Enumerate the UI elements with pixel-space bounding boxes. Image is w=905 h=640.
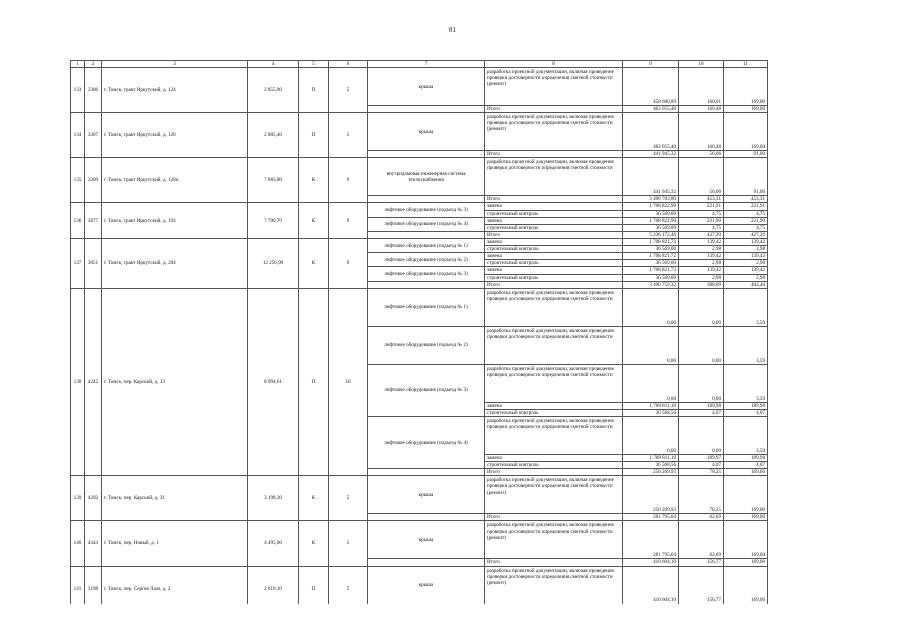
work-type-cell: разработка проектной документации, включая проведение проверки достоверности определения сметной стоимости xyxy=(485,416,623,454)
floors-cell: 9 xyxy=(329,158,368,203)
work-type-cell: разработка проектной документации, включая проведение проверки достоверности определения сметной стоимости xyxy=(485,326,623,364)
cost-total-cell: 410 604,10 xyxy=(623,559,679,566)
floors-cell: 5 xyxy=(329,68,368,113)
house-code-cell: 3307 xyxy=(85,113,102,158)
area-cell: 7 883,80 xyxy=(248,158,299,203)
limit-cost-cell: 3,59 xyxy=(724,416,768,454)
column-number-row xyxy=(71,61,768,68)
unit-cost-cell: 0,00 xyxy=(679,288,724,326)
cost-total-cell: 36 569,00 xyxy=(623,260,679,267)
unit-cost-cell: 388,09 xyxy=(679,281,724,288)
unit-cost-cell: 2,98 xyxy=(679,246,724,253)
row-number-cell: 141 xyxy=(71,566,85,611)
unit-cost-cell: 78,25 xyxy=(679,476,724,514)
structural-element-cell: лифтовое оборудование (подъезд № 3) xyxy=(368,364,485,416)
cost-total-cell: 1 708 811,10 xyxy=(623,454,679,461)
limit-cost-cell: 139,42 xyxy=(724,238,768,245)
address-cell: г. Томск, тракт Иркутский, д. 126 xyxy=(102,113,248,158)
limit-cost-cell: 4,07 xyxy=(724,409,768,416)
work-type-cell: замена xyxy=(485,203,623,210)
structural-element-cell: лифтовое оборудование (подъезд № 2) xyxy=(368,253,485,267)
house-code-cell: 4242 xyxy=(85,288,102,476)
unit-cost-cell: 160,48 xyxy=(679,106,724,113)
structural-element-cell: крыша xyxy=(368,521,485,559)
floors-cell: 9 xyxy=(329,203,368,239)
limit-cost-cell: 91,00 xyxy=(724,151,768,158)
page-crop xyxy=(0,604,905,640)
cost-total-cell: 3 490 783,80 xyxy=(623,196,679,203)
limit-cost-cell: 91,00 xyxy=(724,158,768,196)
unit-cost-cell: 0,00 xyxy=(679,364,724,402)
cost-total-cell: 36 568,56 xyxy=(623,409,679,416)
address-cell: г. Томск, тракт Иркутский, д. 204 xyxy=(102,238,248,288)
unit-cost-cell: 156,77 xyxy=(679,559,724,566)
floors-cell: 5 xyxy=(329,113,368,158)
unit-cost-cell: 139,42 xyxy=(679,238,724,245)
work-type-cell: Итого xyxy=(485,514,623,521)
structural-element-cell: крыша xyxy=(368,113,485,151)
table-row xyxy=(71,113,768,151)
column-number-cell: 9 xyxy=(623,61,679,68)
work-type-cell: разработка проектной документации, включая проведение проверки достоверности определения сметной стоимости (ремонт) xyxy=(485,521,623,559)
row-number-cell: 140 xyxy=(71,521,85,566)
unit-cost-cell: 156,77 xyxy=(679,566,724,604)
address-cell: г. Томск, пер. Сергея Лазо, д. 2 xyxy=(102,566,248,611)
structural-element-cell: лифтовое оборудование (подъезд № 4) xyxy=(368,416,485,468)
cost-total-cell: 5 236 172,46 xyxy=(623,231,679,238)
column-number-cell: 4 xyxy=(248,61,299,68)
address-cell: г. Томск, пер. Карский, д. 13 xyxy=(102,288,248,476)
column-number-cell: 6 xyxy=(329,61,368,68)
unit-cost-cell: 4,75 xyxy=(679,224,724,231)
cost-total-cell: 0,00 xyxy=(623,416,679,454)
cost-total-cell: 36 569,00 xyxy=(623,246,679,253)
work-type-cell: замена xyxy=(485,402,623,409)
cost-total-cell: 441 945,32 xyxy=(623,151,679,158)
limit-cost-cell: 2,98 xyxy=(724,274,768,281)
cost-total-cell: 1 708 821,72 xyxy=(623,253,679,260)
structural-element-cell: крыша xyxy=(368,566,485,604)
work-type-cell: Итого xyxy=(485,151,623,158)
structural-element-cell: лифтовое оборудование (подъезд № 1) xyxy=(368,288,485,326)
work-type-cell: замена xyxy=(485,217,623,224)
house-code-cell: 3198 xyxy=(85,566,102,611)
structural-element-cell: крыша xyxy=(368,476,485,514)
house-code-cell: 4292 xyxy=(85,476,102,521)
limit-cost-cell: 3,59 xyxy=(724,326,768,364)
cost-total-cell: 36 569,00 xyxy=(623,224,679,231)
structural-element-cell: крыша xyxy=(368,68,485,106)
work-type-cell: строительный контроль xyxy=(485,260,623,267)
limit-cost-cell: 169,00 xyxy=(724,469,768,476)
house-code-cell: 3051 xyxy=(85,238,102,288)
work-type-cell: разработка проектной документации, включая проведение проверки достоверности определения сметной стоимости xyxy=(485,158,623,196)
unit-cost-cell: 2,98 xyxy=(679,274,724,281)
unit-cost-cell: 62,69 xyxy=(679,521,724,559)
work-type-cell: Итого xyxy=(485,469,623,476)
limit-cost-cell: 169,00 xyxy=(724,559,768,566)
unit-cost-cell: 160,48 xyxy=(679,113,724,151)
row-number-cell: 137 xyxy=(71,238,85,288)
work-type-cell: строительный контроль xyxy=(485,246,623,253)
row-number-cell: 135 xyxy=(71,158,85,203)
row-number-cell: 136 xyxy=(71,203,85,239)
unit-cost-cell: 0,00 xyxy=(679,416,724,454)
structural-element-cell xyxy=(368,559,485,566)
address-cell: г. Томск, тракт Иркутский, д. 194 xyxy=(102,203,248,239)
floors-cell: 5 xyxy=(329,521,368,566)
unit-cost-cell: 139,42 xyxy=(679,253,724,260)
work-type-cell: Итого xyxy=(485,559,623,566)
work-type-cell: Итого xyxy=(485,106,623,113)
house-code-cell: 3306 xyxy=(85,68,102,113)
cost-total-cell: 458 680,89 xyxy=(623,68,679,106)
cost-total-cell: 36 568,56 xyxy=(623,462,679,469)
unit-cost-cell: 56,06 xyxy=(679,151,724,158)
unit-cost-cell: 221,90 xyxy=(679,217,724,224)
work-type-cell: замена xyxy=(485,454,623,461)
floors-cell: 5 xyxy=(329,566,368,611)
row-number-cell: 133 xyxy=(71,68,85,113)
structural-element-cell xyxy=(368,469,485,476)
unit-cost-cell: 453,31 xyxy=(679,196,724,203)
work-type-cell: разработка проектной документации, включая проведение проверки достоверности определения сметной стоимости (ремонт) xyxy=(485,68,623,106)
column-number-cell: 2 xyxy=(85,61,102,68)
area-cell: 2 855,90 xyxy=(248,68,299,113)
work-type-cell: замена xyxy=(485,238,623,245)
limit-cost-cell: 189,98 xyxy=(724,454,768,461)
unit-cost-cell: 78,25 xyxy=(679,469,724,476)
cost-total-cell: 281 795,64 xyxy=(623,521,679,559)
unit-cost-cell: 2,98 xyxy=(679,260,724,267)
work-type-cell: Итого xyxy=(485,231,623,238)
unit-cost-cell: 4,07 xyxy=(679,409,724,416)
cost-total-cell: 1 708 811,10 xyxy=(623,402,679,409)
unit-cost-cell: 160,61 xyxy=(679,68,724,106)
structural-element-cell: лифтовое оборудование (подъезд № 1) xyxy=(368,238,485,252)
column-number-cell: 3 xyxy=(102,61,248,68)
limit-cost-cell: 169,00 xyxy=(724,514,768,521)
unit-cost-cell: 139,42 xyxy=(679,267,724,274)
table-row xyxy=(71,68,768,106)
column-number-cell: 5 xyxy=(299,61,329,68)
row-number-cell: 138 xyxy=(71,288,85,476)
category-cell: К xyxy=(299,521,329,566)
area-cell: 7 700,70 xyxy=(248,203,299,239)
structural-element-cell xyxy=(368,231,485,238)
structural-element-cell xyxy=(368,514,485,521)
structural-element-cell: лифтовое оборудование (подъезд № 4) xyxy=(368,217,485,231)
work-type-cell: замена xyxy=(485,267,623,274)
address-cell: г. Томск, тракт Иркутский, д. 128а xyxy=(102,158,248,203)
structural-element-cell: лифтовое оборудование (подъезд № 3) xyxy=(368,267,485,281)
category-cell: К xyxy=(299,158,329,203)
row-number-cell: 134 xyxy=(71,113,85,158)
work-type-cell: разработка проектной документации, включая проведение проверки достоверности определения сметной стоимости (ремонт) xyxy=(485,566,623,604)
address-cell: г. Томск, пер. Новый, д. 1 xyxy=(102,521,248,566)
cost-total-cell: 463 055,40 xyxy=(623,106,679,113)
cost-total-cell: 1 708 822,90 xyxy=(623,203,679,210)
cost-total-cell: 36 569,00 xyxy=(623,274,679,281)
table-row xyxy=(71,476,768,514)
limit-cost-cell: 221,91 xyxy=(724,203,768,210)
unit-cost-cell: 4,75 xyxy=(679,210,724,217)
limit-cost-cell: 2,98 xyxy=(724,260,768,267)
limit-cost-cell: 4,75 xyxy=(724,224,768,231)
table-row xyxy=(71,238,768,245)
limit-cost-cell: 139,42 xyxy=(724,267,768,274)
cost-total-cell: 0,00 xyxy=(623,288,679,326)
table-row xyxy=(71,521,768,559)
floors-cell: 9 xyxy=(329,238,368,288)
floors-cell: 10 xyxy=(329,288,368,476)
unit-cost-cell: 427,20 xyxy=(679,231,724,238)
unit-cost-cell: 4,07 xyxy=(679,462,724,469)
area-cell: 8 994,61 xyxy=(248,288,299,476)
structural-element-cell xyxy=(368,106,485,113)
unit-cost-cell: 221,91 xyxy=(679,203,724,210)
cost-total-cell: 1 708 822,90 xyxy=(623,217,679,224)
unit-cost-cell: 56,06 xyxy=(679,158,724,196)
work-type-cell: разработка проектной документации, включая проведение проверки достоверности определения сметной стоимости (ремонт) xyxy=(485,113,623,151)
work-type-cell: строительный контроль xyxy=(485,210,623,217)
limit-cost-cell: 169,00 xyxy=(724,566,768,604)
category-cell: К xyxy=(299,203,329,239)
table-row xyxy=(71,566,768,604)
floors-cell: 5 xyxy=(329,476,368,521)
address-cell: г. Томск, пер. Карский, д. 31 xyxy=(102,476,248,521)
limit-cost-cell: 4,75 xyxy=(724,210,768,217)
house-code-cell: 3877 xyxy=(85,203,102,239)
area-cell: 2 885,40 xyxy=(248,113,299,158)
unit-cost-cell: 62,69 xyxy=(679,514,724,521)
work-type-cell: строительный контроль xyxy=(485,224,623,231)
limit-cost-cell: 169,00 xyxy=(724,113,768,151)
limit-cost-cell: 402,46 xyxy=(724,281,768,288)
limit-cost-cell: 189,98 xyxy=(724,402,768,409)
limit-cost-cell: 169,00 xyxy=(724,521,768,559)
structural-element-cell xyxy=(368,281,485,288)
table-row xyxy=(71,288,768,326)
cost-total-cell: 281 795,64 xyxy=(623,514,679,521)
limit-cost-cell: 4,07 xyxy=(724,462,768,469)
cost-total-cell: 0,00 xyxy=(623,364,679,402)
structural-element-cell: лифтовое оборудование (подъезд № 2) xyxy=(368,326,485,364)
category-cell: К xyxy=(299,238,329,288)
limit-cost-cell: 427,20 xyxy=(724,231,768,238)
address-cell: г. Томск, тракт Иркутский, д. 124 xyxy=(102,68,248,113)
work-type-cell: Итого xyxy=(485,196,623,203)
area-cell: 12 256,90 xyxy=(248,238,299,288)
limit-cost-cell: 169,00 xyxy=(724,68,768,106)
column-number-cell: 11 xyxy=(724,61,768,68)
unit-cost-cell: 189,98 xyxy=(679,402,724,409)
cost-total-cell: 250 269,93 xyxy=(623,469,679,476)
limit-cost-cell: 3,59 xyxy=(724,364,768,402)
limit-cost-cell: 169,00 xyxy=(724,476,768,514)
work-type-cell: строительный контроль xyxy=(485,274,623,281)
cost-total-cell: 463 055,40 xyxy=(623,113,679,151)
work-type-cell: замена xyxy=(485,253,623,260)
cost-total-cell: 250 269,93 xyxy=(623,476,679,514)
area-cell: 4 495,00 xyxy=(248,521,299,566)
cost-total-cell: 3 490 759,32 xyxy=(623,281,679,288)
area-cell: 3 198,20 xyxy=(248,476,299,521)
category-cell: П xyxy=(299,68,329,113)
limit-cost-cell: 453,31 xyxy=(724,196,768,203)
repair-schedule-table xyxy=(70,60,768,612)
category-cell: П xyxy=(299,288,329,476)
limit-cost-cell: 2,98 xyxy=(724,246,768,253)
cost-total-cell: 36 569,00 xyxy=(623,210,679,217)
column-number-cell: 8 xyxy=(485,61,623,68)
row-number-cell: 139 xyxy=(71,476,85,521)
category-cell: П xyxy=(299,566,329,611)
category-cell: П xyxy=(299,113,329,158)
table-row xyxy=(71,203,768,210)
structural-element-cell: внутридомовая инженерная система теплоснабжения xyxy=(368,158,485,196)
limit-cost-cell: 139,42 xyxy=(724,253,768,260)
cost-total-cell: 1 708 821,72 xyxy=(623,238,679,245)
limit-cost-cell: 169,00 xyxy=(724,106,768,113)
limit-cost-cell: 221,90 xyxy=(724,217,768,224)
work-type-cell: разработка проектной документации, включая проведение проверки достоверности определения сметной стоимости xyxy=(485,364,623,402)
area-cell: 2 619,10 xyxy=(248,566,299,611)
limit-cost-cell: 3,59 xyxy=(724,288,768,326)
unit-cost-cell: 189,97 xyxy=(679,454,724,461)
column-number-cell: 10 xyxy=(679,61,724,68)
work-type-cell: строительный контроль xyxy=(485,462,623,469)
column-number-cell: 7 xyxy=(368,61,485,68)
structural-element-cell xyxy=(368,196,485,203)
cost-total-cell: 1 708 821,72 xyxy=(623,267,679,274)
structural-element-cell: лифтовое оборудование (подъезд № 3) xyxy=(368,203,485,217)
category-cell: К xyxy=(299,476,329,521)
work-type-cell: Итого xyxy=(485,281,623,288)
table-row xyxy=(71,158,768,196)
work-type-cell: разработка проектной документации, включая проведение проверки достоверности определения сметной стоимости (ремонт) xyxy=(485,476,623,514)
work-type-cell: строительный контроль xyxy=(485,409,623,416)
cost-total-cell: 410 604,10 xyxy=(623,566,679,604)
work-type-cell: разработка проектной документации, включая проведение проверки достоверности определения сметной стоимости xyxy=(485,288,623,326)
cost-total-cell: 0,00 xyxy=(623,326,679,364)
page-number: 81 xyxy=(449,26,456,34)
house-code-cell: 3309 xyxy=(85,158,102,203)
cost-total-cell: 441 945,32 xyxy=(623,158,679,196)
structural-element-cell xyxy=(368,151,485,158)
unit-cost-cell: 0,00 xyxy=(679,326,724,364)
column-number-cell: 1 xyxy=(71,61,85,68)
house-code-cell: 4343 xyxy=(85,521,102,566)
